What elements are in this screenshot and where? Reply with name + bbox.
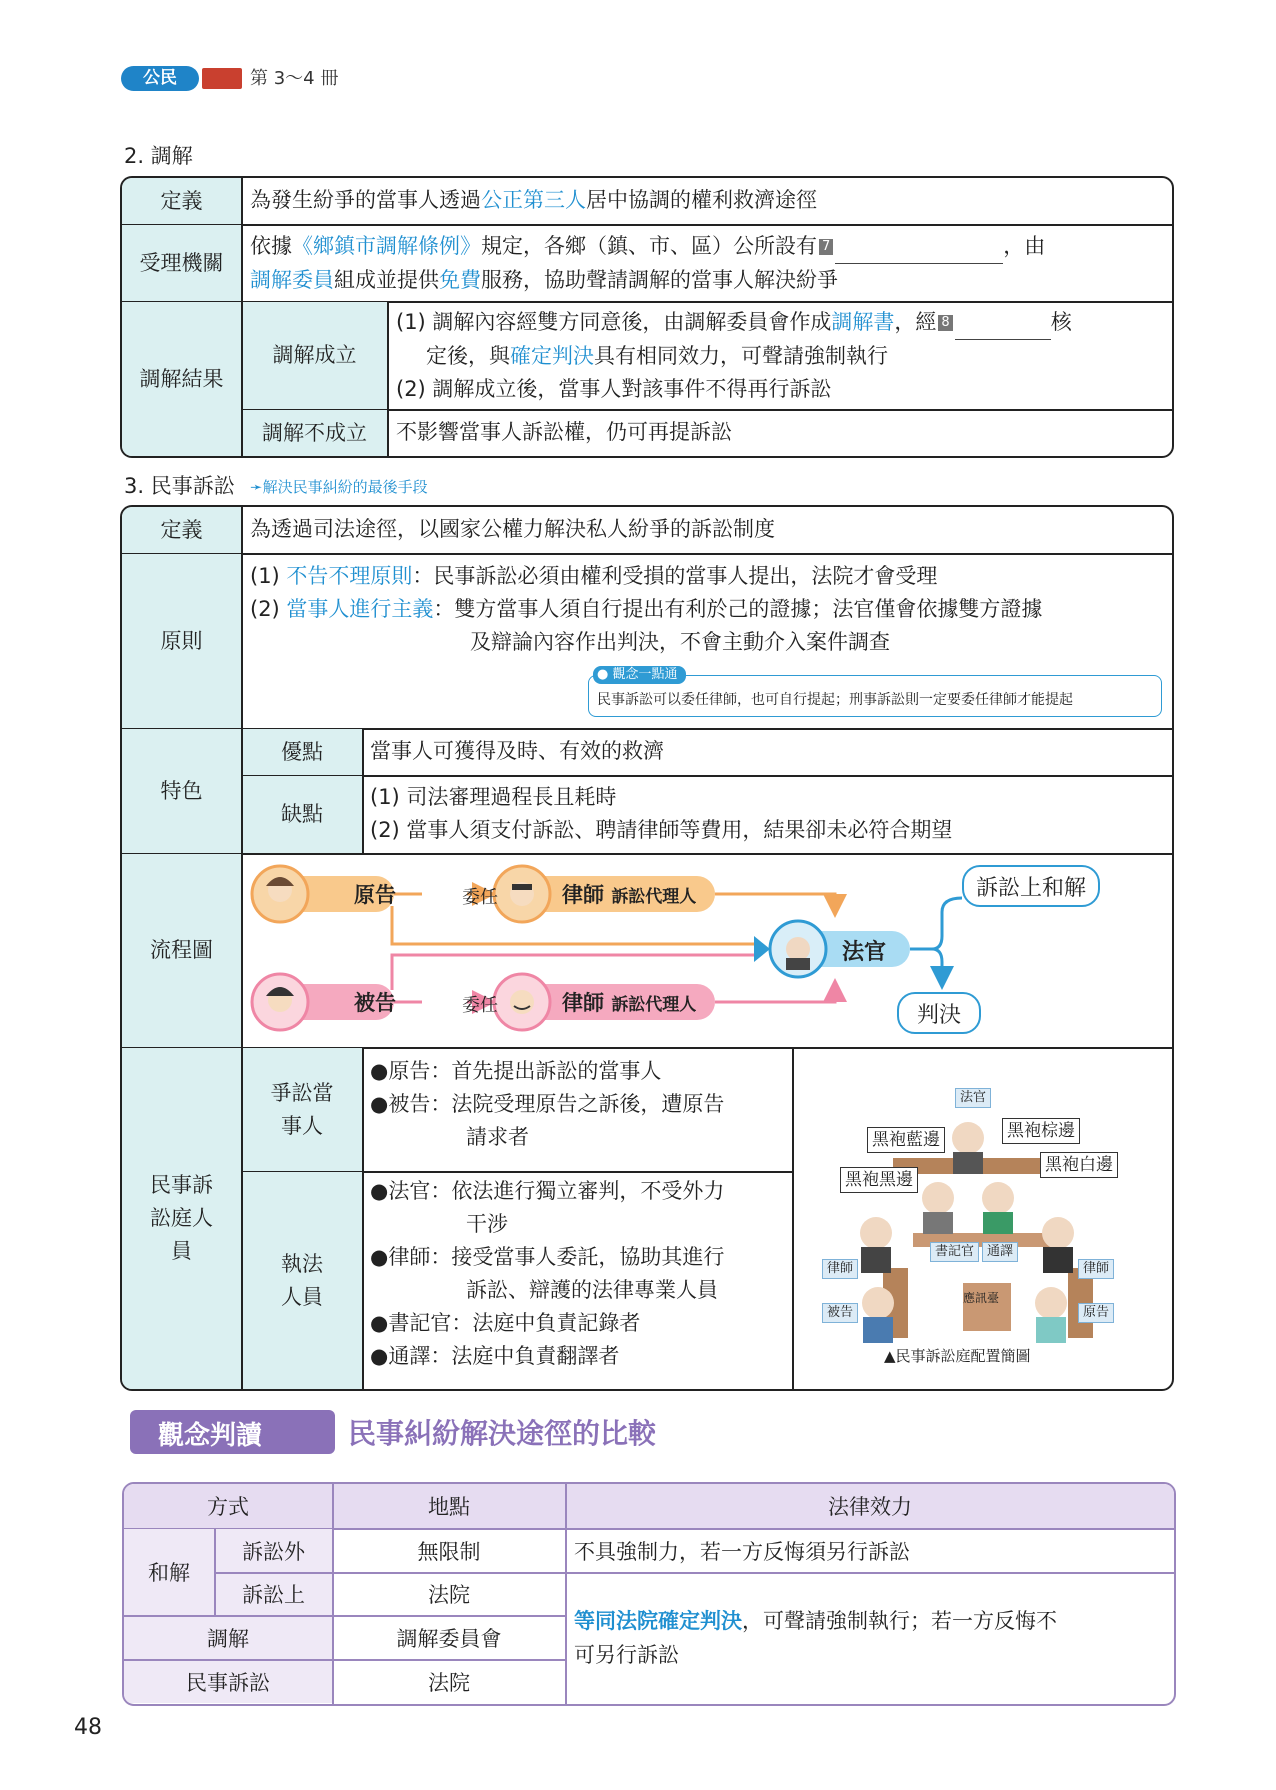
section-title-mediation: 2. 調解 [124, 144, 193, 168]
advantage-label: 優點 [242, 729, 362, 775]
comparison-table [122, 1482, 1176, 1706]
parties-text: ●原告：首先提出訴訟的當事人 ●被告：法院受理原告之訴後，遭原告 請求者 [370, 1059, 725, 1149]
court-robe-black: 黑袍黑邊 [840, 1167, 918, 1193]
success-text: (1) 調解內容經雙方同意後，由調解委員會作成調解書，經 8 核 定後，與確定判決具有相同效力，可聲請強制執行 (2) 調解成立後，當事人對該事件不得再行訴訟 [396, 306, 1166, 406]
officials-text: ●法官：依法進行獨立審判，不受外力 干涉 ●律師：接受當事人委託，協助其進行 訴訟、辯護的法律專業人員 ●書記官：法庭中負責記錄者 ●通譯：法庭中負責翻譯者 [370, 1179, 725, 1368]
court-lawyer-left-tag: 律師 [822, 1259, 858, 1279]
court-defendant-tag: 被告 [822, 1303, 858, 1323]
disadvantage-label: 缺點 [242, 776, 362, 853]
flow-lawyer-bottom: 律師 訴訟代理人 [562, 991, 697, 1015]
court-robe-white: 黑袍白邊 [1040, 1152, 1118, 1178]
court-plaintiff-tag: 原告 [1078, 1303, 1114, 1323]
success-label: 調解成立 [242, 302, 387, 409]
page-number: 48 [74, 1715, 102, 1740]
definition-text: 為發生紛爭的當事人透過公正第三人居中協調的權利救濟途徑 [250, 188, 817, 212]
flow-plaintiff: 原告 [354, 883, 396, 907]
volume-label: 第 3～4 冊 [250, 68, 339, 89]
court-robe-brown: 黑袍棕邊 [1002, 1118, 1080, 1144]
flow-settlement: 訴訟上和解 [962, 865, 1100, 907]
agency-label: 受理機關 [122, 225, 241, 301]
parties-label: 爭訟當事人 [242, 1048, 362, 1171]
concept-note-title: ● 觀念一點通 [593, 666, 686, 684]
feature-label: 特色 [122, 729, 241, 853]
court-interpreter-tag: 通譯 [982, 1242, 1018, 1262]
header-effect: 法律效力 [828, 1495, 912, 1519]
place-court: 法院 [428, 1583, 470, 1607]
definition-label: 定義 [122, 178, 241, 224]
method-reconcile: 和解 [148, 1561, 190, 1585]
header-place: 地點 [428, 1495, 470, 1519]
civil-table [120, 505, 1174, 1391]
mediation-table [120, 176, 1174, 458]
fail-label: 調解不成立 [242, 410, 387, 456]
court-clerk-tag: 書記官 [930, 1242, 979, 1262]
method-in-court: 訴訟上 [242, 1583, 305, 1607]
method-out-court: 訴訟外 [242, 1539, 305, 1564]
principle-label: 原則 [122, 554, 241, 728]
concept-badge: 觀念判讀 [130, 1410, 335, 1454]
court-robe-blue: 黑袍藍邊 [867, 1127, 945, 1153]
volume-marker [202, 68, 242, 89]
court-caption: ▲民事訴訟庭配置簡圖 [884, 1347, 1031, 1365]
flow-judge: 法官 [842, 940, 887, 965]
place-committee: 調解委員會 [396, 1626, 502, 1651]
concept-title: 民事糾紛解決途徑的比較 [348, 1417, 657, 1450]
personnel-label: 民事訴訟庭人員 [122, 1048, 241, 1389]
civil-definition-text: 為透過司法途徑，以國家公權力解決私人紛爭的訴訟制度 [250, 517, 775, 541]
effect-binding: 等同法院確定判決，可聲請強制執行；若一方反悔不 可另行訴訟 [574, 1608, 1057, 1667]
place-none: 無限制 [417, 1539, 481, 1564]
method-mediation: 調解 [207, 1626, 249, 1651]
flow-defendant: 被告 [354, 991, 396, 1015]
court-judge-tag: 法官 [955, 1088, 991, 1108]
section-note: ➛解決民事糾紛的最後手段 [250, 478, 428, 496]
concept-note-text: 民事訴訟可以委任律師，也可自行提起；刑事訴訟則一定要委任律師才能提起 [597, 692, 1073, 708]
method-civil: 民事訴訟 [186, 1670, 270, 1695]
section-title-civil: 3. 民事訴訟 [124, 474, 235, 498]
fail-text: 不影響當事人訴訟權，仍可再提訴訟 [396, 420, 732, 444]
flow-label: 流程圖 [122, 854, 241, 1047]
officials-label: 執法人員 [242, 1172, 362, 1389]
disadvantage-text: (1) 司法審理過程長且耗時 (2) 當事人須支付訴訟、聘請律師等費用，結果卻未必符合期望 [370, 785, 953, 842]
flow-entrust-top: 委任 [462, 887, 498, 908]
advantage-text: 當事人可獲得及時、有效的救濟 [370, 739, 664, 763]
subject-badge: 公民 [121, 66, 199, 91]
flow-entrust-bottom: 委任 [462, 995, 498, 1016]
court-lawyer-right-tag: 律師 [1078, 1259, 1114, 1279]
flow-verdict: 判決 [897, 992, 981, 1034]
effect-out-court: 不具強制力，若一方反悔須另行訴訟 [574, 1539, 910, 1564]
agency-text: 依據《鄉鎮市調解條例》規定，各鄉（鎮、市、區）公所設有 7 ，由 調解委員組成並提供免費服務，協助聲請調解的當事人解決紛爭 [250, 230, 1165, 297]
court-stand-label: 應訊臺 [963, 1291, 1000, 1305]
principle-text: (1) 不告不理原則：民事訴訟必須由權利受損的當事人提出，法院才會受理 (2) 當事人進行主義：雙方當事人須自行提出有利於己的證據；法官僅會依據雙方證據 及辯論內容作出判決，不會主動介入案件調查 [250, 564, 1043, 654]
civil-definition-label: 定義 [122, 507, 241, 553]
result-label: 調解結果 [122, 302, 241, 456]
place-court-2: 法院 [428, 1670, 470, 1695]
flow-lawyer-top: 律師 訴訟代理人 [562, 883, 697, 907]
header-method: 方式 [207, 1495, 249, 1519]
concept-note-box [588, 667, 1162, 717]
